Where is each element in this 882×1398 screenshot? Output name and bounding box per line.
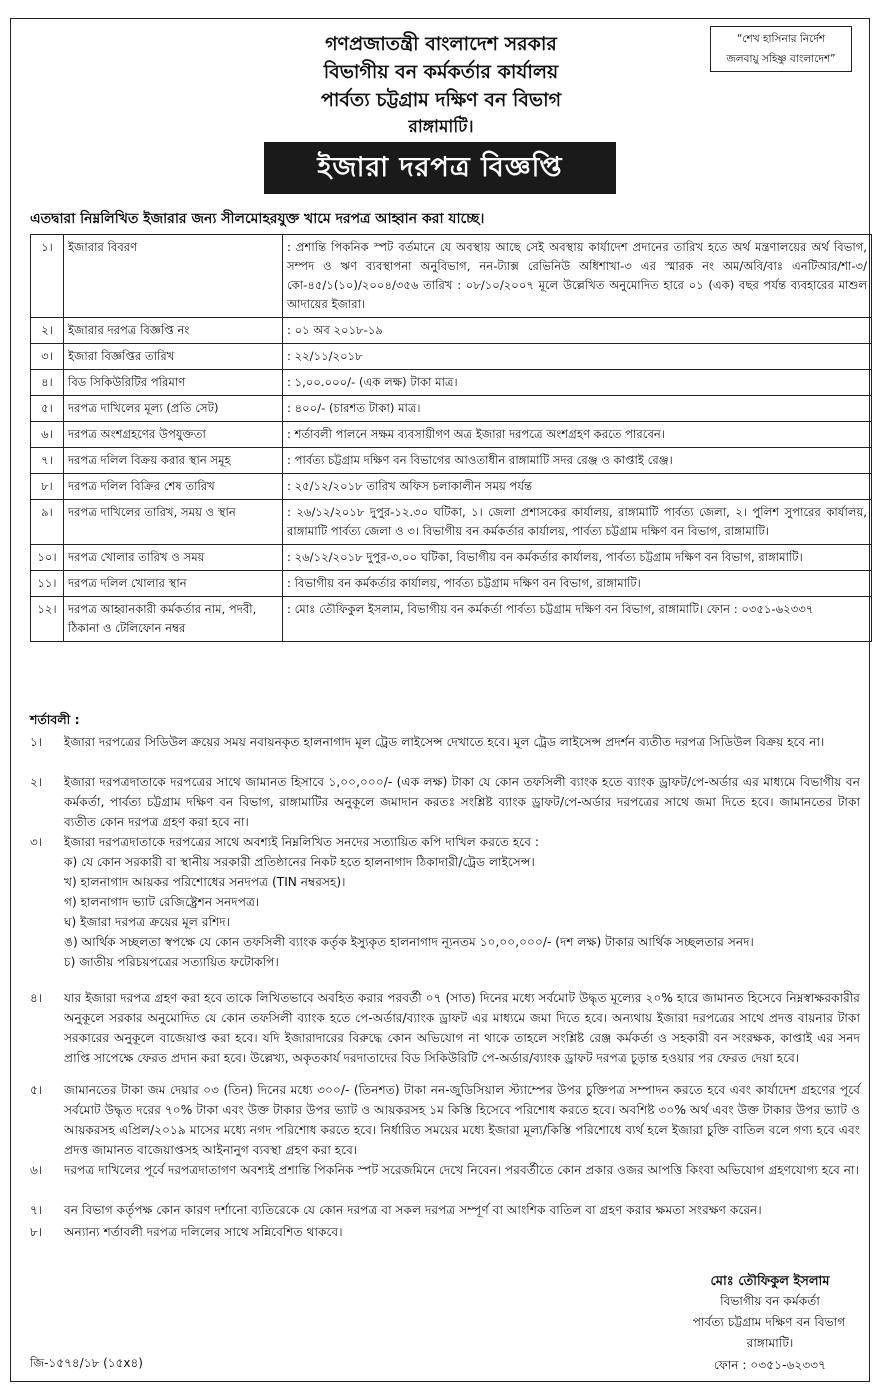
condition-item: [30, 772, 860, 832]
condition-text: ইজারা দরপত্রদাতাকে দরপত্রের সাথে অবশ্যই নিম্নলিখিত সনদের সত্যায়িত কপি দাখিল করতে হবে :: [64, 835, 539, 849]
condition-number: ২।: [30, 775, 43, 789]
row-value: : পার্বত্য চট্টগ্রাম দক্ষিণ বন বিভাগের আওতাধীন রাঙ্গামাটি সদর রেঞ্জ ও কাপ্তাই রেঞ্জ।: [283, 448, 872, 474]
signatory-designation: বিভাগীয় বন কর্মকর্তা: [720, 1294, 820, 1308]
table-row: [31, 448, 872, 474]
row-label: দরপত্র দলিল বিক্রির শেষ তারিখ: [64, 474, 283, 500]
row-serial: ৩।: [31, 344, 64, 370]
row-value: : ১,০০.০০০/- (এক লক্ষ) টাকা মাত্র।: [283, 370, 872, 396]
signatory-city: রাঙ্গামাটি।: [746, 1336, 794, 1350]
condition-text: অন্যান্য শর্তাবলী দরপত্র দলিলের সাথে সন্নিবেশিত থাকবে।: [64, 1225, 343, 1239]
row-serial: ৯।: [31, 500, 64, 545]
row-value: : ৪০০/- (চারশত টাকা) মাত্র।: [283, 396, 872, 422]
row-serial: ৪।: [31, 370, 64, 396]
condition-text: দরপত্র দাখিলের পূর্বে দরপত্রদাতাগণ অবশ্যই প্রশান্তি পিকনিক স্পট সরেজমিনে দেখে নিবেন। পরবর্তীতে কোন প্রকার ওজর আপত্তি কিংবা অভিযোগ গ্রহণযোগ্য হবে না।: [64, 1163, 859, 1177]
condition-text: জামানতের টাকা জম দেয়ার ০৩ (তিন) দিনের মধ্যে ৩০০/- (তিনশত) টাকা নন-জুডিসিয়াল স্ট্যাম্পের উপর চুক্তিপত্র সম্পাদন করতে হবে এবং কার্যাদেশ গ্রহণের পূর্বে সর্বমোট উদ্ধৃত দরের ৭০% টাকা এবং উক্ত টাকার উপর ভ্যাট ও আয়করসহ ১ম কিস্তি হিসেবে পরিশোধ করতে হবে। অবশিষ্ট ৩০% অর্থ এবং উক্ত টাকার উপর ভ্যাট ও আয়করসহ এপ্রিল/২০১৯ মাসের মধ্যে নগদ পরিশোধ করতে হবে। নির্ধারিত সময়ের মধ্যে ইজারা মূল্য/কিস্তি পরিশোধে ব্যর্থ হলে ইজারা চুক্তি বাতিল বলে গণ্য হবে এবং প্রদত্ত জামানত বাজেয়াপ্তসহ আইনানুগ ব্যবস্থা গ্রহণ করা হবে।: [64, 1083, 860, 1157]
table-row: [31, 370, 872, 396]
slogan-line-2: জলবায়ু সহিষ্ণু বাংলাদেশ”: [726, 53, 836, 65]
tender-details-table: [30, 234, 872, 642]
condition-item: [30, 832, 860, 972]
row-label: দরপত্র দলিল খোলার স্থান: [64, 571, 283, 597]
row-serial: ১২।: [31, 597, 64, 642]
row-label: ইজারার দরপত্র বিজ্ঞপ্তি নং: [64, 318, 283, 344]
row-label: দরপত্র আহ্বানকারী কর্মকর্তার নাম, পদবী, ঠিকানা ও টেলিফোন নম্বর: [64, 597, 283, 642]
condition-number: ৪।: [30, 991, 43, 1005]
row-value: : শর্তাবলী পালনে সক্ষম ব্যবসায়ীগণ অত্র ইজারা দরপত্রে অংশগ্রহণ করতে পারবেন।: [283, 422, 872, 448]
row-label: বিড সিকিউরিটির পরিমাণ: [64, 370, 283, 396]
condition-text: ইজারা দরপত্রের সিডিউল ক্রয়ের সময় নবায়নকৃত হালনাগাদ মূল ট্রেড লাইসেন্স দেখাতে হবে। মূল ট্রেড লাইসেন্স প্রদর্শন ব্যতীত দরপত্র সিডিউল বিক্রয় হবে না।: [64, 735, 825, 749]
notice-title-banner: ইজারা দরপত্র বিজ্ঞপ্তি: [264, 142, 616, 194]
row-value: : ২৬/১২/২০১৮ দুপুর-৩.০০ ঘটিকা, বিভাগীয় বন কর্মকর্তার কার্যালয়, পার্বত্য চট্টগ্রাম দক্ষিণ বন বিভাগ, রাঙ্গামাটি।: [283, 545, 872, 571]
row-label: দরপত্র দলিল বিক্রয় করার স্থান সমূহ: [64, 448, 283, 474]
conditions-title: শর্তাবলী :: [30, 712, 80, 727]
row-value: : মোঃ তৌফিকুল ইসলাম, বিভাগীয় বন কর্মকর্তা পার্বত্য চট্টগ্রাম দক্ষিণ বন বিভাগ, রাঙ্গামাটি। ফোন : ০৩৫১-৬২৩৩৭: [283, 597, 872, 642]
condition-item: [30, 732, 860, 752]
table-row: [31, 396, 872, 422]
condition-item: [30, 1222, 860, 1242]
table-row: [31, 545, 872, 571]
condition-text: ইজারা দরপত্রদাতাকে দরপত্রের সাথে জামানত হিসাবে ১,০০,০০০/- (এক লক্ষ) টাকা যে কোন তফসিলী ব্যাংক হতে ব্যাংক ড্রাফট/পে-অর্ডার এর মাধ্যমে বিভাগীয় বন কর্মকর্তা, পার্বত্য চট্টগ্রাম দক্ষিণ বন বিভাগ, রাঙ্গামাটির অনুকূলে জমাদান করতঃ সংশ্লিষ্ট ব্যাংক ড্রাফট/পে-অর্ডার দরপত্রের সাথে জমা দিতে হবে। জামানতের টাকা ব্যতীত কোন দরপত্র গ্রহণ করা হবে না।: [64, 775, 860, 829]
row-value: : ০১ অব ২০১৮-১৯: [283, 318, 872, 344]
row-serial: ১১।: [31, 571, 64, 597]
slogan-box: [710, 26, 852, 72]
row-value: : বিভাগীয় বন কর্মকর্তার কার্যালয়, পার্বত্য চট্টগ্রাম দক্ষিণ বন বিভাগ, রাঙ্গামাটি।: [283, 571, 872, 597]
condition-3-subitem: ঘ) ইজারা দরপত্র ক্রয়ের মূল রশিদ।: [64, 915, 230, 929]
condition-text: বন বিভাগ কর্তৃপক্ষ কোন কারণ দর্শানো ব্যতিরেকে যে কোন দরপত্র বা সকল দরপত্র সম্পূর্ণ বা আংশিক বাতিল বা গ্রহণ করার ক্ষমতা সংরক্ষণ করেন।: [64, 1203, 762, 1217]
condition-3-subitem: চ) জাতীয় পরিচয়পত্রের সত্যায়িত ফটোকপি।: [64, 955, 279, 969]
row-serial: ৮।: [31, 474, 64, 500]
row-label: ইজারা বিজ্ঞপ্তির তারিখ: [64, 344, 283, 370]
table-row: [31, 500, 872, 545]
office-title: বিভাগীয় বন কর্মকর্তার কার্যালয়: [323, 61, 559, 83]
condition-item: [30, 988, 860, 1068]
condition-3-subitem: ঙ) আর্থিক সচ্ছলতা স্বপক্ষে যে কোন তফসিলী ব্যাংক কর্তৃক ইস্যুকৃত হালনাগাদ ন্যূনতম ১০,০০,০০০/- (দশ লক্ষ) টাকার আর্থিক সচ্ছলতার সনদ।: [64, 935, 754, 949]
government-title: গণপ্রজাতন্ত্রী বাংলাদেশ সরকার: [325, 33, 557, 55]
city-title: রাঙ্গামাটি।: [408, 117, 474, 137]
condition-number: ৮।: [30, 1225, 43, 1239]
intro-text: এতদ্বারা নিম্নলিখিত ইজারার জন্য সীলমোহরযুক্ত খামে দরপত্র আহ্বান করা যাচ্ছে।: [30, 211, 485, 227]
condition-number: ৭।: [30, 1203, 43, 1217]
slogan-line-1: “শেখ হাসিনার নির্দেশ: [736, 33, 826, 45]
condition-item: [30, 1160, 860, 1180]
condition-item: [30, 1200, 860, 1220]
signatory-phone: ফোন : ০৩৫১-৬২৩৩৭: [713, 1358, 827, 1372]
table-row: [31, 422, 872, 448]
condition-3-subitem: ক) যে কোন সরকারী বা স্থানীয় সরকারী প্রতিষ্ঠানের নিকট হতে হালনাগাদ ঠিকাদারী/ট্রেড লাইসেন্স।: [64, 855, 535, 869]
condition-number: ৬।: [30, 1163, 43, 1177]
row-value: : ২৬/১২/২০১৮ দুপুর-১২.৩০ ঘটিকা, ১। জেলা প্রশাসকের কার্যালয়, রাঙ্গামাটি পার্বত্য জেলা, ২। পুলিশ সুপারের কার্যালয়, রাঙ্গামাটি পার্বত্য জেলা ও ৩। বিভাগীয় বন কর্মকর্তার কার্যালয়, পার্বত্য চট্টগ্রাম দক্ষিণ বন বিভাগ, রাঙ্গামাটি।: [283, 500, 872, 545]
table-row: [31, 571, 872, 597]
row-serial: ১০।: [31, 545, 64, 571]
table-row: [31, 344, 872, 370]
row-serial: ৭।: [31, 448, 64, 474]
condition-item: [30, 1080, 860, 1160]
condition-number: ৩।: [30, 835, 43, 849]
condition-number: ৫।: [30, 1083, 43, 1097]
row-label: দরপত্র দাখিলের তারিখ, সময় ও স্থান: [64, 500, 283, 545]
condition-text: যার ইজারা দরপত্র গ্রহণ করা হবে তাকে লিখিতভাবে অবহিত করার পরবর্তী ০৭ (সাত) দিনের মধ্যে সর্বমোট উদ্ধৃত মূল্যের ২০% হারে জামানত হিসেবে নিম্নস্বাক্ষরকারীর অনুকূলে সরকার অনুমোদিত যে কোন তফসিলী ব্যাংক হতে পে-অর্ডার/ব্যাংক ড্রাফট এর মাধ্যমে জমা দিতে হবে। অন্যথায় ইজারা দরপত্রের সাথে প্রদত্ত বায়নার টাকা সরকারের অনুকূলে বাজেয়াপ্ত করা হবে। যদি ইজারাদারের বিরুদ্ধে কোন অভিযোগ না থাকে তাহলে সংশ্লিষ্ট রেঞ্জ কর্মকর্তা ও সহকারী বন সংরক্ষক, কাপ্তাই এর সনদ প্রাপ্তি সাপেক্ষে ফেরত প্রদান করা হবে। উল্লেখ্য, অকৃতকার্য দরদাতাদের বিড সিকিউরিটি পে-অর্ডার/ব্যাংক ড্রাফট দরপত্র চূড়ান্ত হওয়ার পর ফেরত দেয়া হবে।: [64, 991, 860, 1065]
condition-3-subitem: গ) হালনাগাদ ভ্যাট রেজিষ্ট্রেশন সনদপত্র।: [64, 895, 260, 909]
row-serial: ২।: [31, 318, 64, 344]
row-label: ইজারার বিবরণ: [64, 235, 283, 318]
signatory-office: পার্বত্য চট্টগ্রাম দক্ষিণ বন বিভাগ: [692, 1315, 846, 1329]
signatory-name: মোঃ তৌফিকুল ইসলাম: [710, 1274, 830, 1289]
table-row: [31, 474, 872, 500]
footer-code: জি-১৫৭৪/১৮ (১৫x৪): [30, 1356, 143, 1370]
row-serial: ১।: [31, 235, 64, 318]
row-value: : প্রশান্তি পিকনিক স্পট বর্তমানে যে অবস্থায় আছে সেই অবস্থায় কার্যাদেশ প্রদানের তারিখ হতে অর্থ মন্ত্রণালয়ের অর্থ বিভাগ, সম্পদ ও ঋণ ব্যবস্থাপনা অনুবিভাগ, নন-ট্যাক্স রেভিনিউ অধিশাখা-৩ এর স্মারক নং অম/অবি/বাঃ এনটিআর/শা-৩/কো-৪৫/১(১০)/২০০৪/৩৫৬ তারিখ : ০৮/১০/২০০৭ মূলে উল্লেখিত অনুমোদিত হারে ০১ (এক) বছর পর্যন্ত ব্যবহারের মাশুল আদায়ের ইজারা।: [283, 235, 872, 318]
row-serial: ৬।: [31, 422, 64, 448]
division-title: পার্বত্য চট্টগ্রাম দক্ষিণ বন বিভাগ: [320, 89, 562, 111]
table-row: [31, 235, 872, 318]
condition-number: ১।: [30, 735, 43, 749]
condition-3-subitem: খ) হালনাগাদ আয়কর পরিশোধের সনদপত্র (TIN নম্বরসহ)।: [64, 875, 346, 889]
row-value: : ২৫/১২/২০১৮ তারিখ অফিস চলাকালীন সময় পর্যন্ত: [283, 474, 872, 500]
row-value: : ২২/১১/২০১৮: [283, 344, 872, 370]
row-label: দরপত্র অংশগ্রহণের উপযুক্ততা: [64, 422, 283, 448]
row-label: দরপত্র খোলার তারিখ ও সময়: [64, 545, 283, 571]
row-serial: ৫।: [31, 396, 64, 422]
table-row: [31, 318, 872, 344]
row-label: দরপত্র দাখিলের মূল্য (প্রতি সেট): [64, 396, 283, 422]
table-row: [31, 597, 872, 642]
